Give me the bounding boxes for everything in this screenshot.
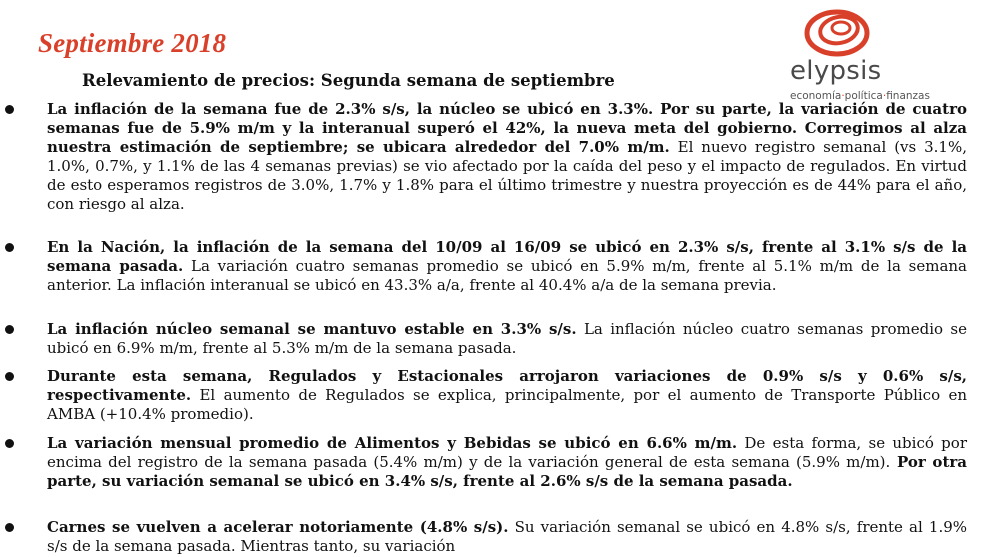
logo-tagline: economía·política·finanzas (790, 90, 930, 102)
bullet-normal-text: La variación cuatro semanas promedio se ubicó en 5.9% m/m, frente al 5.1% m/m de la semana anterior. La inflación interanual se ubicó en 43.3% a/a, frente al 40.4% a/a de la semana previa. (47, 257, 967, 294)
bullet-text (47, 367, 967, 424)
bullet-normal-text: El nuevo registro semanal (vs 3.1%, 1.0%, 0.7%, y 1.1% de las 4 semanas previas) se vio afectado por la caída del peso y el impacto de regulados. En virtud de esto esperamos registros de 3.0%, 1.7% y 1.8% para el último trimestre y nuestra proyección es de 44% para el año, con riesgo al alza. (47, 138, 967, 213)
bullet-normal-text: De esta forma, se ubicó por encima del registro de la semana pasada (5.4% m/m) y de la variación general de esta semana (5.9% m/m). (47, 434, 967, 471)
bullet-dot-icon (5, 325, 14, 334)
bullet-bold-text: La variación mensual promedio de Alimentos y Bebidas se ubicó en 6.6% m/m. (47, 434, 738, 452)
bullet-bold-text: La inflación núcleo semanal se mantuvo estable en 3.3% s/s. (47, 320, 577, 338)
document-date-title: Septiembre 2018 (38, 28, 227, 58)
bullet-normal-text: El aumento de Regulados se explica, principalmente, por el aumento de Transporte Público en AMBA (+10.4% promedio). (47, 386, 967, 423)
document-subtitle: Relevamiento de precios: Segunda semana de septiembre (82, 71, 615, 90)
bullet-normal-text: La inflación núcleo cuatro semanas promedio se ubicó en 6.9% m/m, frente al 5.3% m/m de la semana pasada. (47, 320, 967, 357)
bullet-bold-text: Durante esta semana, Regulados y Estacionales arrojaron variaciones de 0.9% s/s y 0.6% s/s, respectivamente. (47, 367, 967, 404)
bullet-bold-text: Carnes se vuelven a acelerar notoriamente (4.8% s/s). (47, 518, 509, 536)
elypsis-swirl-icon (802, 6, 872, 58)
bullet-text (47, 320, 967, 358)
bullet-bold-text: En la Nación, la inflación de la semana del 10/09 al 16/09 se ubicó en 2.3% s/s, frente al 3.1% s/s de la semana pasada. (47, 238, 967, 275)
tagline-word: política (844, 90, 883, 102)
tagline-word: finanzas (886, 90, 930, 102)
elypsis-logo (784, 6, 990, 106)
logo-wordmark: elypsis (790, 56, 882, 86)
bullet-normal-text: Su variación semanal se ubicó en 4.8% s/s, frente al 1.9% s/s de la semana pasada. Mientras tanto, su variación (47, 518, 968, 555)
bullet-dot-icon (5, 243, 14, 252)
bullet-dot-icon (5, 523, 14, 532)
bullet-dot-icon (5, 439, 14, 448)
bullet-bold-text: La inflación de la semana fue de 2.3% s/s, la núcleo se ubicó en 3.3%. Por su parte, la variación de cuatro semanas fue de 5.9% m/m y la interanual superó el 42%, la nueva meta del gobierno. Corregimos al alza nuestra estimación de septiembre; se ubicara alrededor del 7.0% m/m. (47, 100, 967, 156)
bullet-text (47, 434, 967, 491)
bullet-text (47, 238, 967, 295)
tagline-word: economía (790, 90, 842, 102)
bullet-dot-icon (5, 372, 14, 381)
bullet-bold-text: Por otra parte, su variación semanal se ubicó en 3.4% s/s, frente al 2.6% s/s de la semana pasada. (47, 453, 967, 490)
bullet-text (47, 518, 967, 556)
bullet-text (47, 100, 967, 214)
bullet-dot-icon (5, 105, 14, 114)
